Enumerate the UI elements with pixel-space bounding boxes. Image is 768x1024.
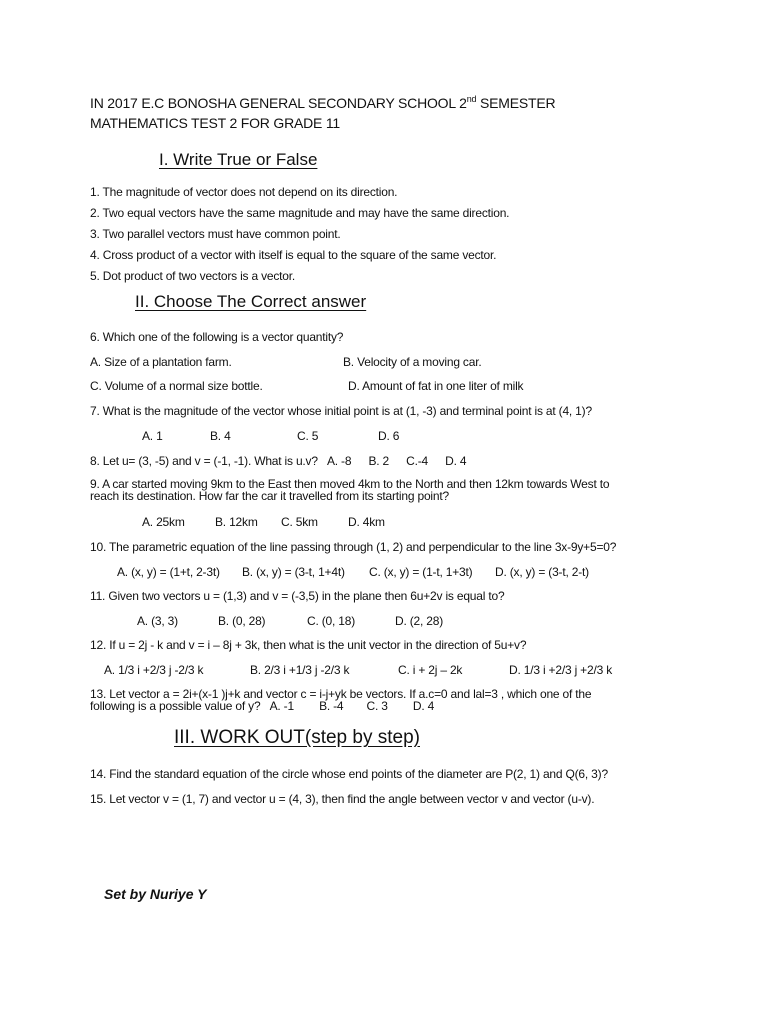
- q9-option-d: D. 4km: [348, 515, 385, 529]
- q9-option-a: A. 25km: [142, 515, 185, 529]
- q11-option-b: B. (0, 28): [218, 614, 266, 628]
- q13-option-c: C. 3: [366, 699, 388, 713]
- q11-option-a: A. (3, 3): [137, 614, 178, 628]
- q10-option-d: D. (x, y) = (3-t, 2-t): [495, 565, 589, 579]
- question-1: 1. The magnitude of vector does not depend on its direction.: [90, 185, 398, 199]
- q6-option-b: B. Velocity of a moving car.: [343, 355, 482, 369]
- q13-option-b: B. -4: [319, 699, 344, 713]
- question-9: [90, 478, 609, 502]
- q7-option-d: D. 6: [378, 429, 400, 443]
- q13-line-2: [90, 700, 591, 712]
- q12-option-d: D. 1/3 i +2/3 j +2/3 k: [509, 663, 612, 677]
- q8-option-d: D. 4: [445, 454, 467, 468]
- q8-option-a: A. -8: [326, 454, 352, 468]
- q13-option-a: A. -1: [269, 699, 294, 713]
- header-line-1-text: IN 2017 E.C BONOSHA GENERAL SECONDARY SCHOOL 2: [90, 95, 467, 111]
- question-11: 11. Given two vectors u = (1,3) and v = (-3,5) in the plane then 6u+2v is equal to?: [90, 589, 505, 603]
- header-line-2: MATHEMATICS TEST 2 FOR GRADE 11: [90, 115, 340, 131]
- question-14: 14. Find the standard equation of the circle whose end points of the diameter are P(2, 1) and Q(6, 3)?: [90, 767, 608, 781]
- q8-option-b: B. 2: [368, 454, 390, 468]
- q9-option-b: B. 12km: [215, 515, 258, 529]
- section-2-title: II. Choose The Correct answer: [135, 292, 367, 311]
- q13-line-2-text: following is a possible value of y?: [90, 699, 261, 713]
- question-2: 2. Two equal vectors have the same magnitude and may have the same direction.: [90, 206, 510, 220]
- question-13: [90, 688, 591, 712]
- question-12: 12. If u = 2j - k and v = i – 8j + 3k, then what is the unit vector in the direction of 5u+v?: [90, 638, 527, 652]
- question-7: 7. What is the magnitude of the vector whose initial point is at (1, -3) and terminal point is at (4, 1)?: [90, 404, 592, 418]
- q13-line-1: 13. Let vector a = 2i+(x-1 )j+k and vector c = i-j+yk be vectors. If a.c=0 and lal=3 , which one of the: [90, 687, 592, 701]
- exam-header: [90, 93, 555, 133]
- q10-option-a: A. (x, y) = (1+t, 2-3t): [117, 565, 220, 579]
- q9-line-1: 9. A car started moving 9km to the East then moved 4km to the North and then 12km towards West to: [90, 477, 610, 491]
- q12-option-c: C. i + 2j – 2k: [398, 663, 463, 677]
- q7-option-b: B. 4: [210, 429, 231, 443]
- section-3-title: III. WORK OUT(step by step): [174, 727, 420, 748]
- author-signature: Set by Nuriye Y: [104, 886, 207, 902]
- question-3: 3. Two parallel vectors must have common point.: [90, 227, 341, 241]
- q8-text: 8. Let u= (3, -5) and v = (-1, -1). What is u.v?: [90, 454, 318, 468]
- question-6: 6. Which one of the following is a vector quantity?: [90, 330, 344, 344]
- q6-option-d: D. Amount of fat in one liter of milk: [348, 379, 524, 393]
- q10-option-c: C. (x, y) = (1-t, 1+3t): [369, 565, 473, 579]
- header-superscript: nd: [466, 94, 477, 104]
- q11-option-d: D. (2, 28): [395, 614, 444, 628]
- q6-option-c: C. Volume of a normal size bottle.: [90, 379, 263, 393]
- q8-option-c: C.-4: [406, 454, 429, 468]
- q10-option-b: B. (x, y) = (3-t, 1+4t): [242, 565, 345, 579]
- q12-option-b: B. 2/3 i +1/3 j -2/3 k: [250, 663, 350, 677]
- section-1-title: I. Write True or False: [159, 150, 318, 169]
- question-10: 10. The parametric equation of the line passing through (1, 2) and perpendicular to the line 3x-9y+5=0?: [90, 540, 617, 554]
- q11-option-c: C. (0, 18): [307, 614, 356, 628]
- q13-option-d: D. 4: [412, 699, 435, 713]
- question-15: 15. Let vector v = (1, 7) and vector u = (4, 3), then find the angle between vector v and vector (u-v).: [90, 792, 595, 806]
- question-4: 4. Cross product of a vector with itself is equal to the square of the same vector.: [90, 248, 497, 262]
- header-line-1-suffix: SEMESTER: [476, 95, 556, 111]
- header-line-1: [90, 93, 555, 113]
- q9-option-c: C. 5km: [281, 515, 318, 529]
- q9-line-2: reach its destination. How far the car it travelled from its starting point?: [90, 489, 449, 503]
- q12-option-a: A. 1/3 i +2/3 j -2/3 k: [104, 663, 204, 677]
- q7-option-c: C. 5: [297, 429, 319, 443]
- question-5: 5. Dot product of two vectors is a vector.: [90, 269, 296, 283]
- q6-option-a: A. Size of a plantation farm.: [90, 355, 232, 369]
- q7-option-a: A. 1: [142, 429, 163, 443]
- question-8: [90, 454, 466, 468]
